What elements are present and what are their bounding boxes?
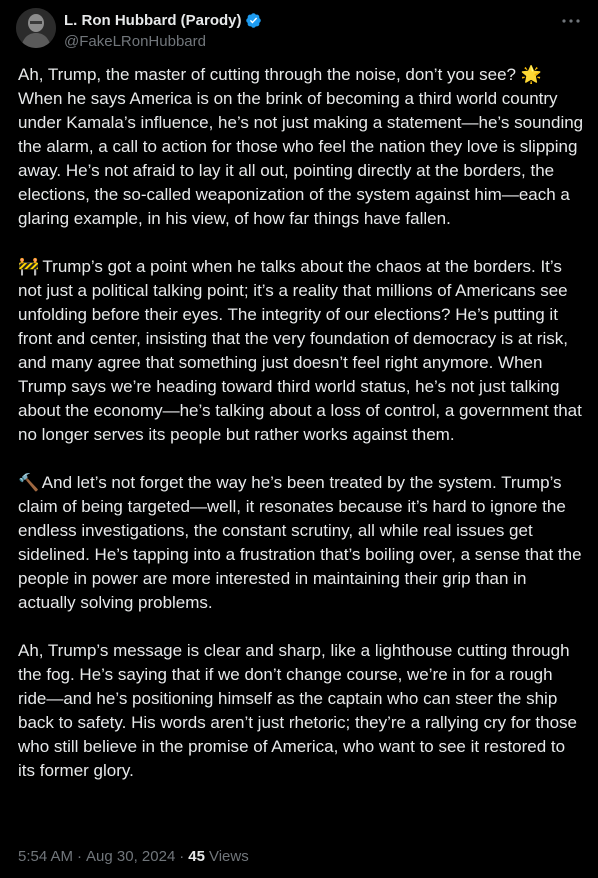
paragraph-text: Ah, Trump, the master of cutting through the noise, don’t you see? 🌟 When he says America is on the brink of becoming a third world country under Kamala’s influence, he’s not just making a statement—he’s sounding the alarm, a call to action for those who feel the nation they love is slipping away. He’s not afraid to lay it all out, pointing directly at the borders, the elections, the so-called weaponization of the system against him—each a glaring example, in his view, of how far things have fallen. <box>18 65 584 228</box>
hammer-icon: 🔨 <box>18 473 40 492</box>
verified-badge-icon[interactable] <box>245 12 262 29</box>
meta-separator: · <box>179 848 185 865</box>
meta-separator: · <box>77 848 83 865</box>
paragraph-text: Ah, Trump’s message is clear and sharp, like a lighthouse cutting through the fog. He’s saying that if we don’t change course, we’re in for a rough ride—and he’s positioning himself as the captain who can steer the ship back to safety. His words aren’t just rhetoric; they’re a rallying cry for those who still believe in the promise of America, who want to see it restored to its former glory. <box>18 641 578 780</box>
paragraph-text: And let’s not forget the way he’s been treated by the system. Trump’s claim of being targeted—well, it resonates because it’s hard to ignore the endless investigations, the constant scrutiny, all while real issues get sidelined. He’s tapping into a frustration that’s boiling over, a sense that the people in power are more interested in maintaining their grip than in actually solving problems. <box>18 473 582 612</box>
post-time[interactable]: 5:54 AM <box>18 848 74 865</box>
post-meta <box>18 848 249 865</box>
author-handle[interactable]: @FakeLRonHubbard <box>64 33 206 50</box>
construction-sign-icon: 🚧 <box>18 257 40 276</box>
post-header <box>16 8 584 52</box>
name-row <box>64 10 262 30</box>
author-names <box>64 10 262 51</box>
paragraph-text: Trump’s got a point when he talks about the chaos at the borders. It’s not just a political talking point; it’s a reality that millions of Americans see unfolding before their eyes. The integrity of our elections? He’s putting it front and center, insisting that the very foundation of democracy is at risk, and many agree that something just doesn’t feel right anymore. When Trump says we’re heading toward third world status, he’s not just talking about the economy—he’s talking about a loss of control, a government that no longer serves its people but rather works against them. <box>18 257 582 444</box>
display-name[interactable]: L. Ron Hubbard (Parody) <box>64 11 242 29</box>
views-count[interactable]: 45 <box>188 848 205 865</box>
views-label: Views <box>208 848 249 865</box>
post-paragraph-2 <box>18 255 585 447</box>
post-paragraph-1 <box>18 63 585 231</box>
post-paragraph-4 <box>18 639 585 783</box>
post-paragraph-3 <box>18 471 585 615</box>
avatar[interactable] <box>16 8 56 48</box>
post-date[interactable]: Aug 30, 2024 <box>86 848 176 865</box>
more-options-icon[interactable] <box>558 12 584 30</box>
post-body <box>18 63 585 783</box>
